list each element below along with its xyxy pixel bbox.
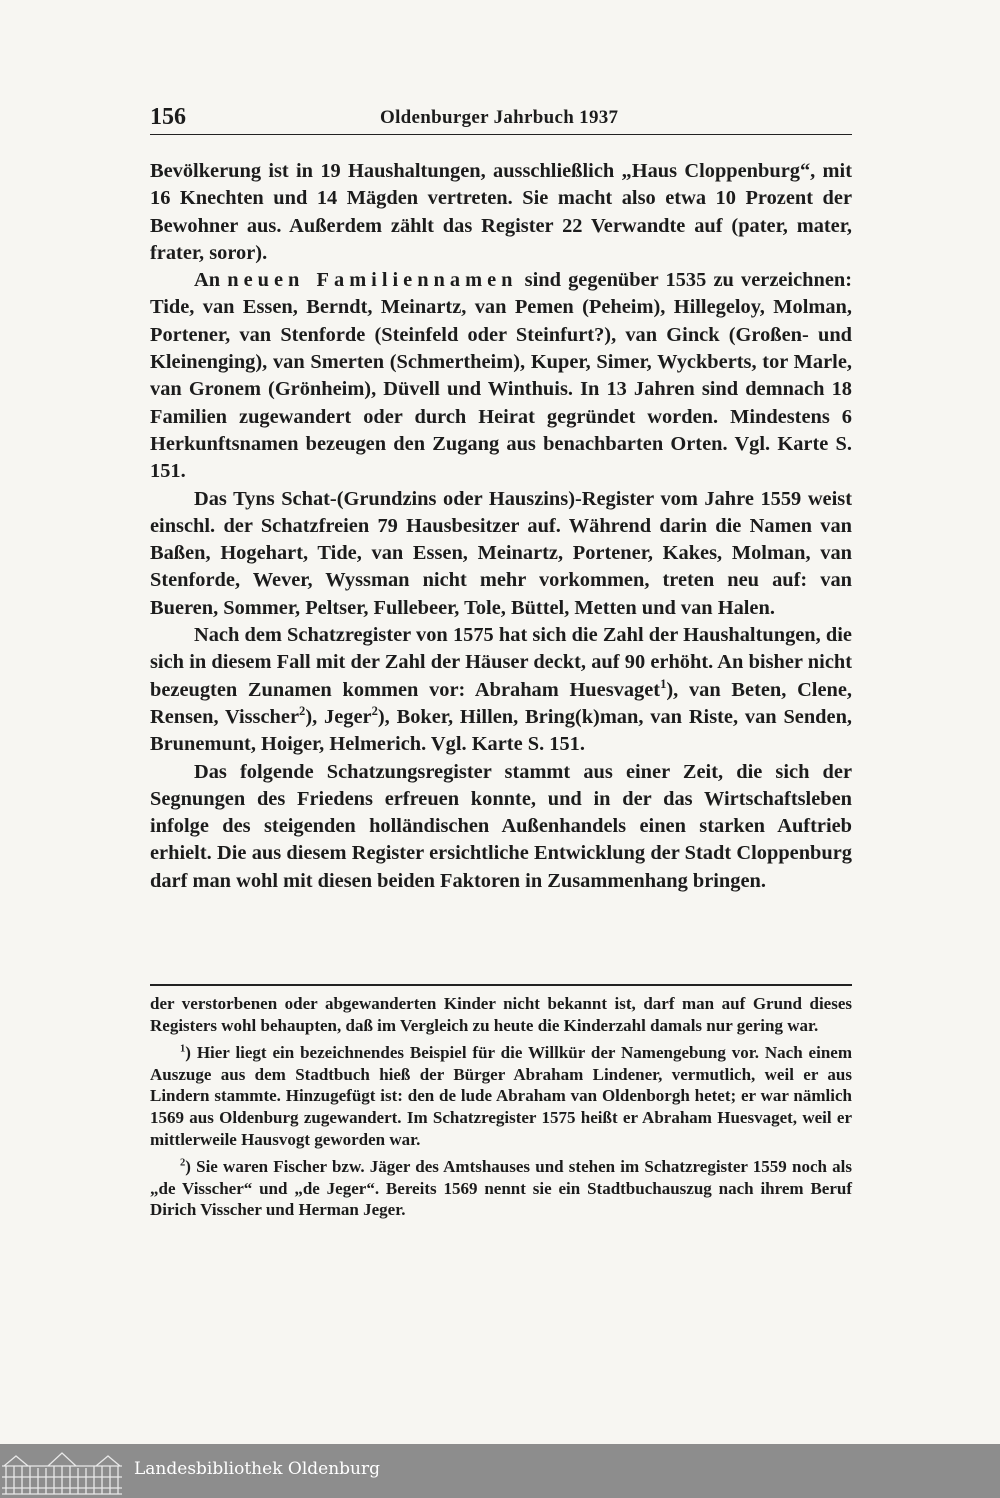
footnote-divider xyxy=(150,984,852,986)
footnote-continuation: der verstorbenen oder abgewanderten Kinder nicht bekannt ist, darf man auf Grund dieses Registers wohl behaupten, daß im Vergleich zu heute die Kinderzahl damals nur gering war. xyxy=(150,994,852,1035)
page-number: 156 xyxy=(150,104,186,130)
paragraph-5: Das folgende Schatzungsregister stammt aus einer Zeit, die sich der Segnungen des Friedens erfreuen konnte, und in der das Wirtschaftsleben infolge des steigenden holländischen Außenhandels einen starken Auftrieb erhielt. Die aus diesem Register ersichtliche Entwicklung der Stadt Cloppenburg darf man wohl mit diesen beiden Faktoren in Zusammenhang bringen. xyxy=(150,760,852,892)
main-text xyxy=(150,158,852,895)
paragraph-4 xyxy=(150,622,852,758)
footnotes xyxy=(150,993,852,1227)
footnote-2 xyxy=(150,1156,852,1221)
spaced-emphasis: neuen Familiennamen xyxy=(227,269,518,292)
paragraph-4-part-b: ), van Beten, Clene, Rensen, Visscher xyxy=(150,678,853,728)
footnote-2-marker: 2 xyxy=(180,1157,186,1169)
paragraph-4-part-a: Nach dem Schatzregister von 1575 hat sich die Zahl der Haushaltungen, die sich in diesem Fall mit der Zahl der Häuser deckt, auf 90 erhöht. An bisher nicht bezeugten Zunamen kommen vor: Abraham Huesvaget xyxy=(150,624,852,701)
library-footer-bar xyxy=(0,1444,1000,1498)
footnote-ref-1: 1 xyxy=(660,676,667,691)
footnote-1 xyxy=(150,1042,852,1150)
footnote-2-text: ) Sie waren Fischer bzw. Jäger des Amtshauses und stehen im Schatzregister 1559 noch als „de Visscher“ und „de Jeger“. Bereits 1569 nennt sie ein Stadtbuchauszug nach ihrem Beruf Dirich Visscher und Herman Jeger. xyxy=(150,1157,852,1220)
page-header xyxy=(150,104,852,135)
paragraph-2 xyxy=(150,267,852,485)
footnote-1-marker: 1 xyxy=(180,1043,186,1055)
library-building-icon xyxy=(0,1444,124,1498)
paragraph-1: Bevölkerung ist in 19 Haushaltungen, ausschließlich „Haus Cloppenburg“, mit 16 Knechten und 14 Mägden vertreten. Sie macht also etwa 10 Prozent der Bewohner aus. Außerdem zählt das Register 22 Verwandte auf (pater, mater, frater, soror). xyxy=(150,160,852,264)
footnote-ref-2: 2 xyxy=(299,704,306,719)
paragraph-4-part-c: ), Jeger xyxy=(305,705,372,728)
footnote-1-text: ) Hier liegt ein bezeichnendes Beispiel für die Willkür der Namengebung vor. Nach einem Auszuge aus dem Stadtbuch hieß der Bürger Abraham Lindener, vermutlich, weil er aus Lindern stammte. Hinzugefügt ist: den de lude Abraham van Oldenborgh hetet; er war nämlich 1569 aus Oldenburg zugewandert. Im Schatzregister 1575 heißt er Abraham Huesvaget, weil er mittlerweile Hausvogt geworden war. xyxy=(150,1043,852,1149)
paragraph-3: Das Tyns Schat-(Grundzins oder Hauszins)-Register vom Jahre 1559 weist einschl. der Schatzfreien 79 Hausbesitzer auf. Während darin die Namen van Baßen, Hogehart, Tide, van Essen, Meinartz, Portener, Kakes, Molman, van Stenforde, Wever, Wyssman nicht mehr vorkommen, treten neu auf: van Bueren, Sommer, Peltser, Fullebeer, Tole, Büttel, Metten und van Halen. xyxy=(150,487,852,619)
footnote-ref-2b: 2 xyxy=(371,704,378,719)
paragraph-4-part-d: ), Boker, Hillen, Bring(k)man, van Riste, van Senden, Brunemunt, Hoiger, Helmerich. Vgl. Karte S. 151. xyxy=(150,705,853,756)
paragraph-2-rest: sind gegenüber 1535 zu verzeichnen: Tide, van Essen, Berndt, Meinartz, van Pemen (Peheim), Hillegeloy, Molman, Portener, van Stenforde (Steinfeld oder Steinfurt?), van Ginck (Großen- und Kleinenging), van Smerten (Schmertheim), Kuper, Simer, Wyckberts, tor Marle, van Gronem (Grönheim), Düvell und Winthuis. In 13 Jahren sind demnach 18 Familien zugewandert oder durch Heirat gegründet worden. Mindestens 6 Herkunftsnamen bezeugen den Zugang aus benachbarten Orten. Vgl. Karte S. 151. xyxy=(150,269,852,483)
running-title: Oldenburger Jahrbuch 1937 xyxy=(380,107,619,128)
library-name: Landesbibliothek Oldenburg xyxy=(134,1459,381,1479)
paragraph-2-start: An xyxy=(194,269,221,292)
